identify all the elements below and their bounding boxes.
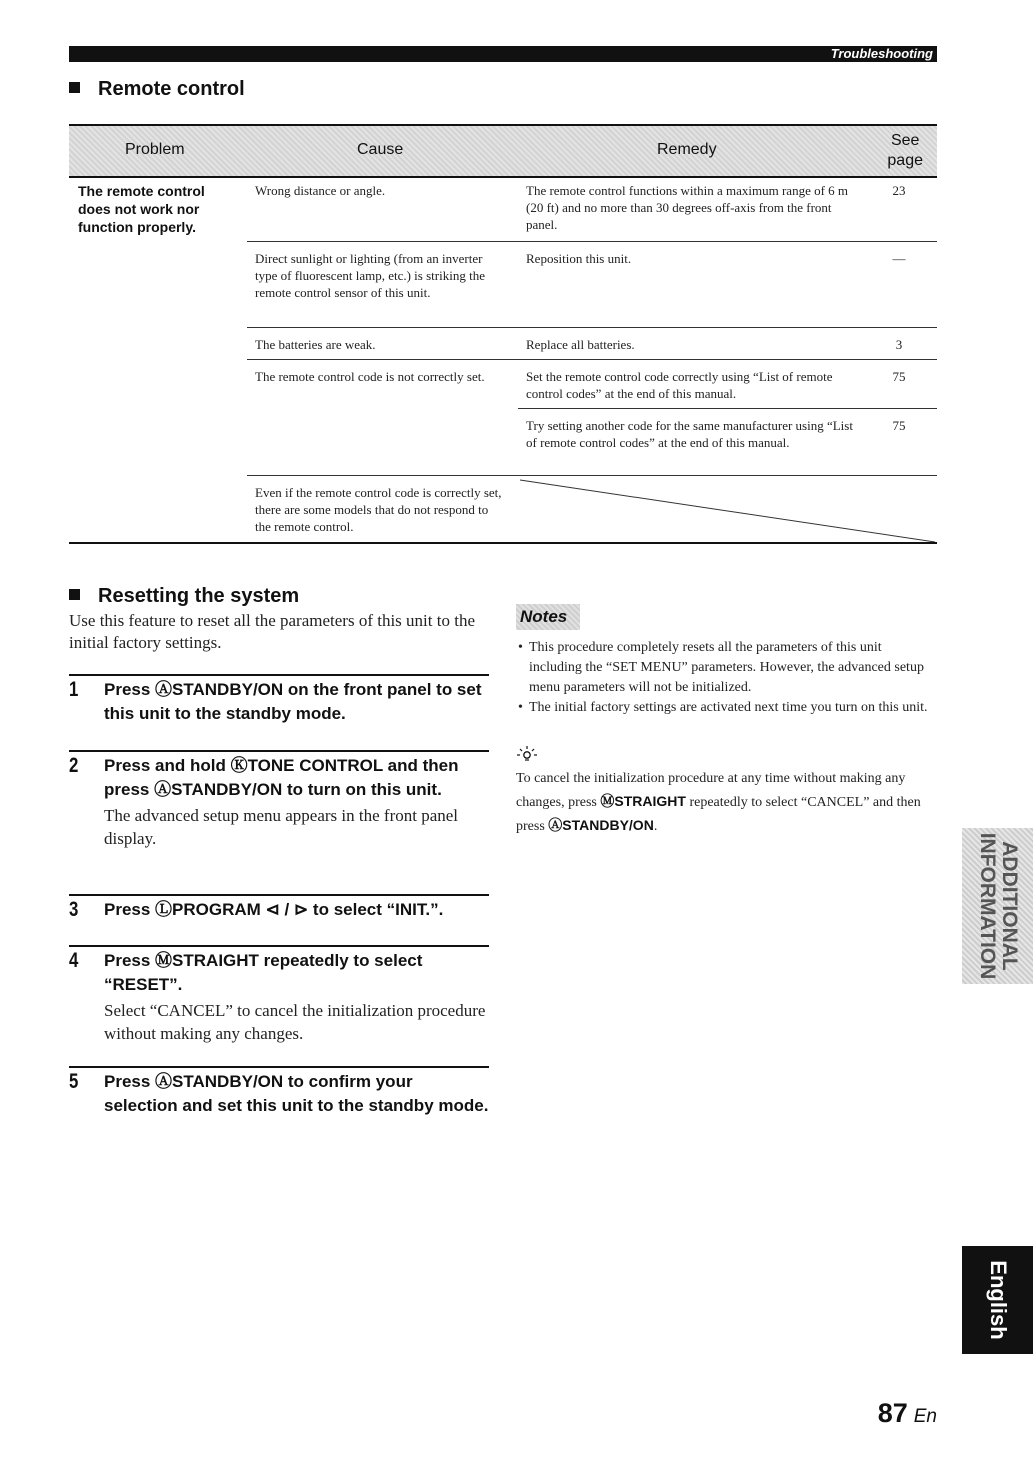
row-divider [247,327,937,328]
square-bullet-icon [69,589,80,600]
page-number: 87 En [877,1398,937,1428]
section-title-reset [69,585,299,608]
note-item: • The initial factory settings are activated next time you turn on this unit. [516,698,936,718]
remedy-cell: Reposition this unit. [526,251,632,266]
cause-cell: Wrong distance or angle. [255,183,386,198]
step-1 [69,674,489,726]
remedy-cell: Try setting another code for the same manufacturer using “List of remote control codes” at the end of this manual. [526,418,853,450]
page-cell: 75 [892,418,906,433]
step-instruction: Press ⓂSTRAIGHT repeatedly to select “RESET”. [104,951,423,994]
not-applicable-diagonal [518,478,937,544]
step-2 [69,750,489,850]
row-divider [247,475,937,476]
col-see-page: See page [887,132,923,169]
straight-key: ⓂSTRAIGHT [600,793,686,809]
page-cell: — [892,251,906,266]
side-tab-additional-information: ADDITIONAL INFORMATION [962,828,1033,984]
table-header [69,124,937,178]
col-remedy: Remedy [657,141,717,158]
note-item: • This procedure completely resets all the parameters of this unit including the “SET MENU” parameters. However, the advanced setup menu parameters will not be initialized. [516,638,936,698]
step-detail: Select “CANCEL” to cancel the initialization procedure without making any changes. [104,1001,486,1043]
remedy-cell: The remote control functions within a maximum range of 6 m (20 ft) and no more than 30 degrees off-axis from the front panel. [526,183,849,232]
step-3 [69,894,489,922]
reset-title-text: Resetting the system [98,585,300,607]
row-divider [518,408,937,409]
notes-badge: Notes [516,604,580,630]
step-instruction: Press ⒶSTANDBY/ON to confirm your selection and set this unit to the standby mode. [104,1072,489,1115]
section-title-remote [69,78,245,101]
step-number: 1 [69,678,79,701]
col-cause: Cause [357,141,404,158]
step-instruction: Press ⒶSTANDBY/ON on the front panel to set this unit to the standby mode. [104,680,482,723]
step-4 [69,945,489,1045]
page-cell: 75 [892,369,906,384]
step-detail: The advanced setup menu appears in the front panel display. [104,806,459,848]
step-5 [69,1066,489,1118]
step-number: 4 [69,949,79,972]
reset-intro: Use this feature to reset all the parameters of this unit to the initial factory settings. [69,611,475,652]
page-cell: 23 [892,183,906,198]
header-section-bar: Troubleshooting [69,46,937,62]
step-instruction: Press ⓁPROGRAM ⊲ / ⊳ to select “INIT.”. [104,900,444,919]
notes-list [516,638,936,718]
page-cell: 3 [895,337,903,352]
row-divider [247,359,937,360]
cause-cell: Even if the remote control code is correctly set, there are some models that do not respond to the remote control. [255,485,502,534]
standby-key: ⒶSTANDBY/ON [548,817,654,833]
step-number: 5 [69,1070,79,1093]
side-tab-english: English [962,1246,1033,1354]
remedy-cell: Replace all batteries. [526,337,635,352]
square-bullet-icon [69,82,80,93]
lightbulb-icon [516,745,538,763]
problem-text: The remote control does not work nor function properly. [78,183,205,235]
tip-text: To cancel the initialization procedure at any time without making any changes, press ⓂSTRAIGHT repeatedly to select “CANCEL” and then press ⒶSTANDBY/ON. [516,771,921,834]
cause-cell: Direct sunlight or lighting (from an inverter type of fluorescent lamp, etc.) is striking the remote control sensor of this unit. [255,251,485,300]
troubleshooting-table [69,124,937,534]
cause-cell: The batteries are weak. [255,337,376,352]
remedy-cell: Set the remote control code correctly using “List of remote control codes” at the end of this manual. [526,369,833,401]
col-problem: Problem [125,141,185,158]
cause-cell: The remote control code is not correctly set. [255,369,485,384]
remote-title-text: Remote control [98,78,245,100]
step-number: 2 [69,754,79,777]
table-bottom-rule [69,542,937,544]
step-instruction: Press and hold ⓀTONE CONTROL and then press ⒶSTANDBY/ON to turn on this unit. [104,756,459,799]
row-divider [247,241,937,242]
step-number: 3 [69,898,79,921]
